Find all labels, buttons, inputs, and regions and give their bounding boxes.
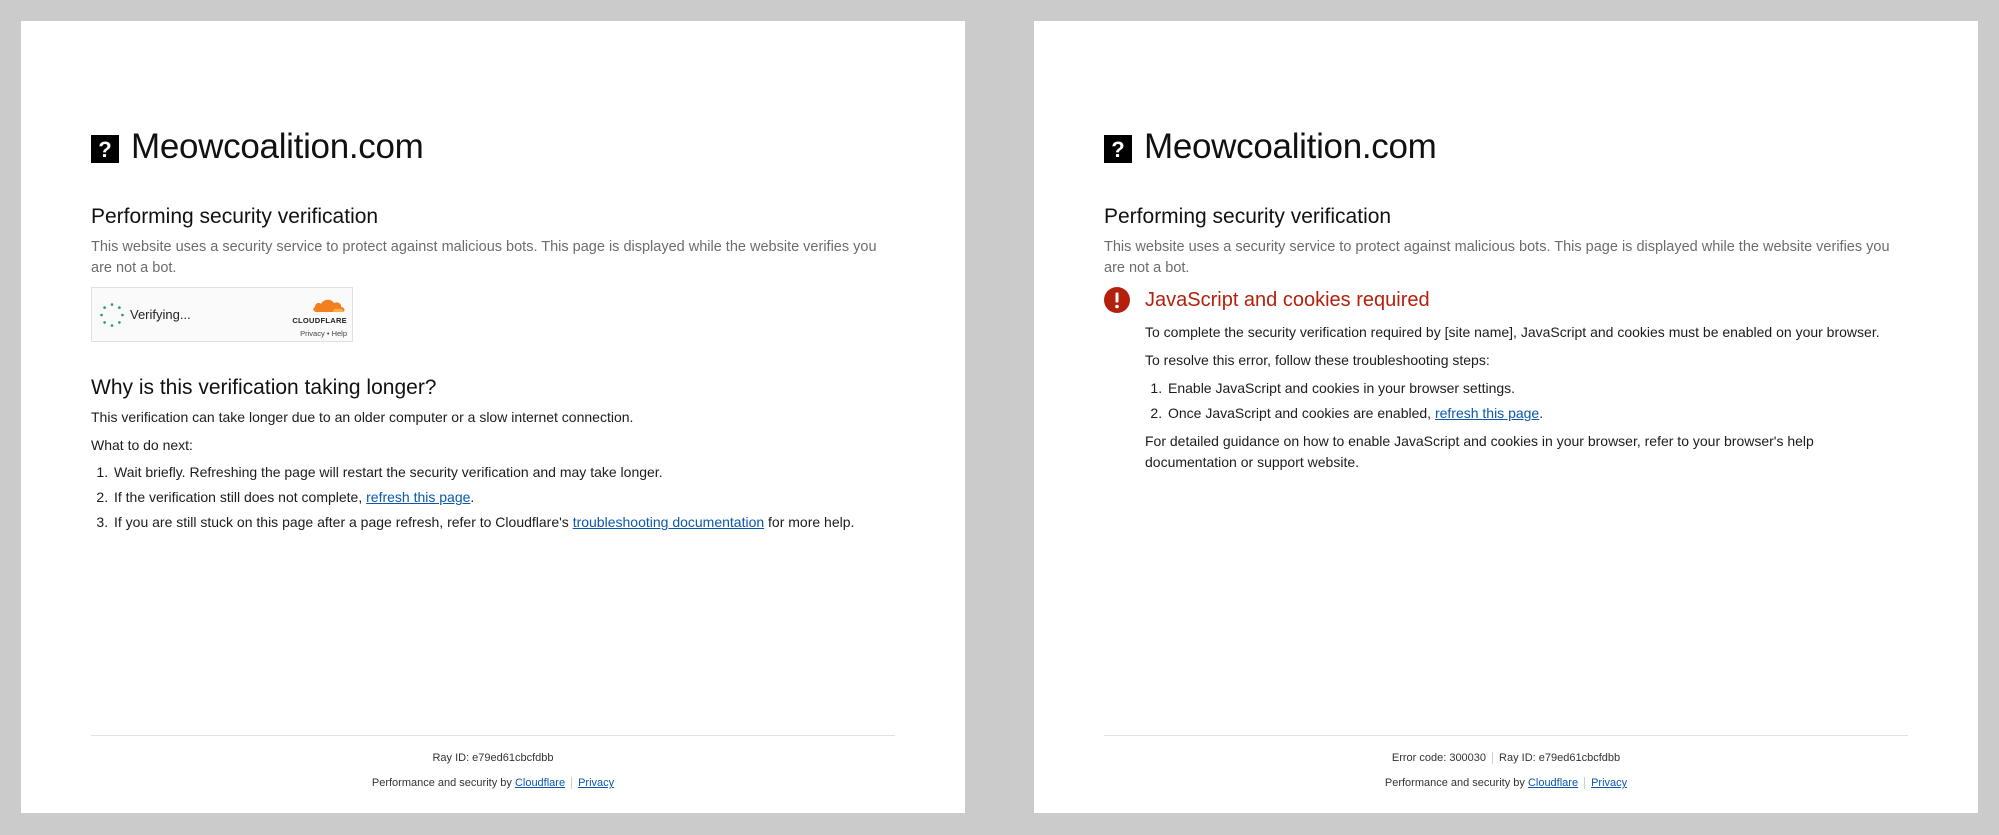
- resolve-label: To resolve this error, follow these troubleshooting steps:: [1145, 352, 1490, 368]
- next-steps-list: [91, 462, 916, 537]
- svg-text:?: ?: [98, 137, 112, 162]
- troubleshooting-docs-link[interactable]: troubleshooting documentation: [572, 514, 765, 530]
- perf-label: Performance and security by: [371, 777, 512, 789]
- why-reason: This verification can take longer due to an older computer or a slow internet connection.: [91, 409, 634, 425]
- widget-privacy-link[interactable]: Privacy: [300, 329, 325, 338]
- site-header: [1104, 127, 1437, 167]
- cloudflare-link[interactable]: Cloudflare: [514, 777, 566, 789]
- error-code: Error code: 300030: [1391, 752, 1487, 764]
- footer-ray-line: [1104, 750, 1908, 766]
- error-alert-icon: [1104, 287, 1130, 313]
- footer-credits: [91, 775, 895, 791]
- verifying-status: Verifying...: [130, 307, 191, 322]
- footer-separator: [1584, 777, 1585, 789]
- site-title: Meowcoalition.com: [131, 127, 424, 166]
- privacy-link[interactable]: Privacy: [578, 777, 615, 789]
- privacy-link[interactable]: Privacy: [1591, 777, 1628, 789]
- verification-lead: This website uses a security service to protect against malicious bots. This page is displayed while the website verifies you are not a bot.: [91, 239, 877, 276]
- what-to-do-label: What to do next:: [91, 437, 193, 453]
- verification-heading: Performing security verification: [1104, 205, 1392, 228]
- list-item: 2. If the verification still does not complete, refresh this page.: [112, 487, 916, 508]
- verification-lead: This website uses a security service to protect against malicious bots. This page is displayed while the website verifies you are not a bot.: [1104, 239, 1890, 276]
- cloudflare-cloud-icon: [311, 297, 347, 313]
- cloudflare-link[interactable]: Cloudflare: [1527, 777, 1579, 789]
- verification-page-in-progress: [21, 21, 965, 813]
- verification-heading: Performing security verification: [91, 205, 379, 228]
- error-intro: To complete the security verification required by [site name], JavaScript and cookies must be enabled on your browser.: [1145, 324, 1880, 340]
- error-header: [1104, 287, 1430, 313]
- cloudflare-wordmark: CLOUDFLARE: [292, 316, 347, 325]
- footer-credits: [1104, 775, 1908, 791]
- ray-id: Ray ID: e79ed61cbcfdbb: [1499, 752, 1621, 764]
- error-body: [1145, 322, 1908, 480]
- verification-page-error: [1034, 21, 1978, 813]
- spinner-icon: [99, 302, 125, 328]
- refresh-page-link[interactable]: refresh this page: [1434, 405, 1540, 421]
- widget-bullet: •: [326, 329, 330, 338]
- list-item: 2. Once JavaScript and cookies are enabled, refresh this page.: [1166, 403, 1908, 424]
- site-header: [91, 127, 424, 167]
- list-item: 1. Enable JavaScript and cookies in your browser settings.: [1166, 378, 1908, 399]
- question-mark-icon: [91, 135, 119, 163]
- error-title: JavaScript and cookies required: [1145, 288, 1430, 311]
- why-heading: Why is this verification taking longer?: [91, 376, 437, 399]
- ray-id: Ray ID: e79ed61cbcfdbb: [432, 752, 554, 764]
- widget-help-link[interactable]: Help: [331, 329, 347, 338]
- svg-text:?: ?: [1111, 137, 1125, 162]
- widget-links: [281, 329, 347, 338]
- footer-divider: [1104, 735, 1908, 736]
- refresh-page-link[interactable]: refresh this page: [366, 489, 471, 505]
- list-item: 3. If you are still stuck on this page after a page refresh, refer to Cloudflare's troubleshooting documentation for more help.: [112, 512, 916, 533]
- question-mark-icon: [1104, 135, 1132, 163]
- site-title: Meowcoalition.com: [1144, 127, 1437, 166]
- footer-ray-line: [91, 750, 895, 766]
- resolve-steps-list: [1145, 378, 1908, 424]
- cloudflare-logo: [281, 297, 347, 338]
- footer-divider: [91, 735, 895, 736]
- perf-label: Performance and security by: [1384, 777, 1525, 789]
- footer-separator: [1492, 752, 1493, 764]
- footer-separator: [571, 777, 572, 789]
- turnstile-widget[interactable]: [91, 287, 353, 342]
- list-item: 1. Wait briefly. Refreshing the page will restart the security verification and may take longer.: [112, 462, 916, 483]
- error-guidance: For detailed guidance on how to enable JavaScript and cookies in your browser, refer to your browser's help documentation or support website.: [1145, 433, 1814, 470]
